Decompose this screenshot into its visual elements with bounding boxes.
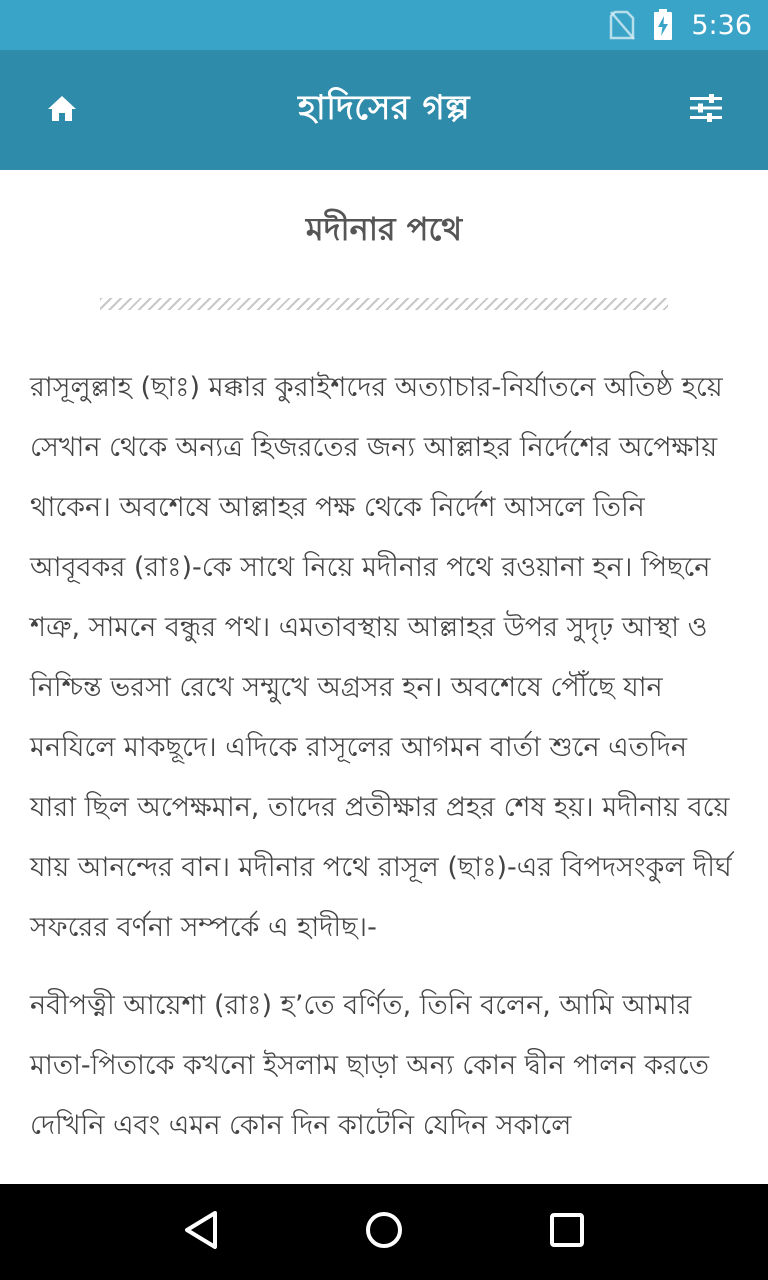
- back-icon: [181, 1209, 221, 1255]
- battery-charging-icon: [653, 9, 673, 41]
- home-circle-icon: [364, 1210, 404, 1254]
- settings-button[interactable]: [684, 88, 728, 132]
- story-title: মদীনার পথে: [305, 210, 463, 248]
- story-paragraph: রাসূলুল্লাহ (ছাঃ) মক্কার কুরাইশদের অত্যাচার-নির্যাতনে অতিষ্ঠ হয়ে সেখান থেকে অন্যত্র হিজরতের জন্য আল্লাহর নির্দেশের অপেক্ষায় থাকেন। অবশেষে আল্লাহর পক্ষ থেকে নির্দেশ আসলে তিনি আবূবকর (রাঃ)-কে সাথে নিয়ে মদীনার পথে রওয়ানা হন। পিছনে শত্রু, সামনে বন্ধুর পথ। এমতাবস্থায় আল্লাহর উপর সুদৃঢ় আস্থা ও নিশ্চিন্ত ভরসা রেখে সম্মুখে অগ্রসর হন। অবশেষে পৌঁছে যান মনযিলে মাকছূদে। এদিকে রাসূলের আগমন বার্তা শুনে এতদিন যারা ছিল অপেক্ষমান, তাদের প্রতীক্ষার প্রহর শেষ হয়। মদীনায় বয়ে যায় আনন্দের বান। মদীনার পথে রাসূল (ছাঃ)-এর বিপদসংকুল দীর্ঘ সফরের বর্ণনা সম্পর্কে এ হাদীছ।-: [30, 372, 732, 943]
- app-bar: [0, 50, 768, 170]
- no-sim-icon: [609, 10, 635, 40]
- recents-button[interactable]: [537, 1202, 597, 1262]
- status-bar: [0, 0, 768, 50]
- home-nav-button[interactable]: [354, 1202, 414, 1262]
- status-time: 5:36: [691, 9, 752, 41]
- title-divider: [100, 298, 668, 310]
- back-button[interactable]: [171, 1202, 231, 1262]
- home-icon: [46, 94, 78, 126]
- story-content[interactable]: [0, 170, 768, 1184]
- story-paragraph: নবীপত্নী আয়েশা (রাঃ) হ’তে বর্ণিত, তিনি বলেন, আমি আমার মাতা-পিতাকে কখনো ইসলাম ছাড়া অন্য কোন দ্বীন পালন করতে দেখিনি এবং এমন কোন দিন কাটেনি যেদিন সকালে: [30, 990, 709, 1141]
- app-title: হাদিসের গল্প: [297, 87, 471, 128]
- system-nav-bar: [0, 1184, 768, 1280]
- recents-icon: [549, 1212, 585, 1252]
- settings-sliders-icon: [690, 93, 722, 127]
- home-button[interactable]: [40, 88, 84, 132]
